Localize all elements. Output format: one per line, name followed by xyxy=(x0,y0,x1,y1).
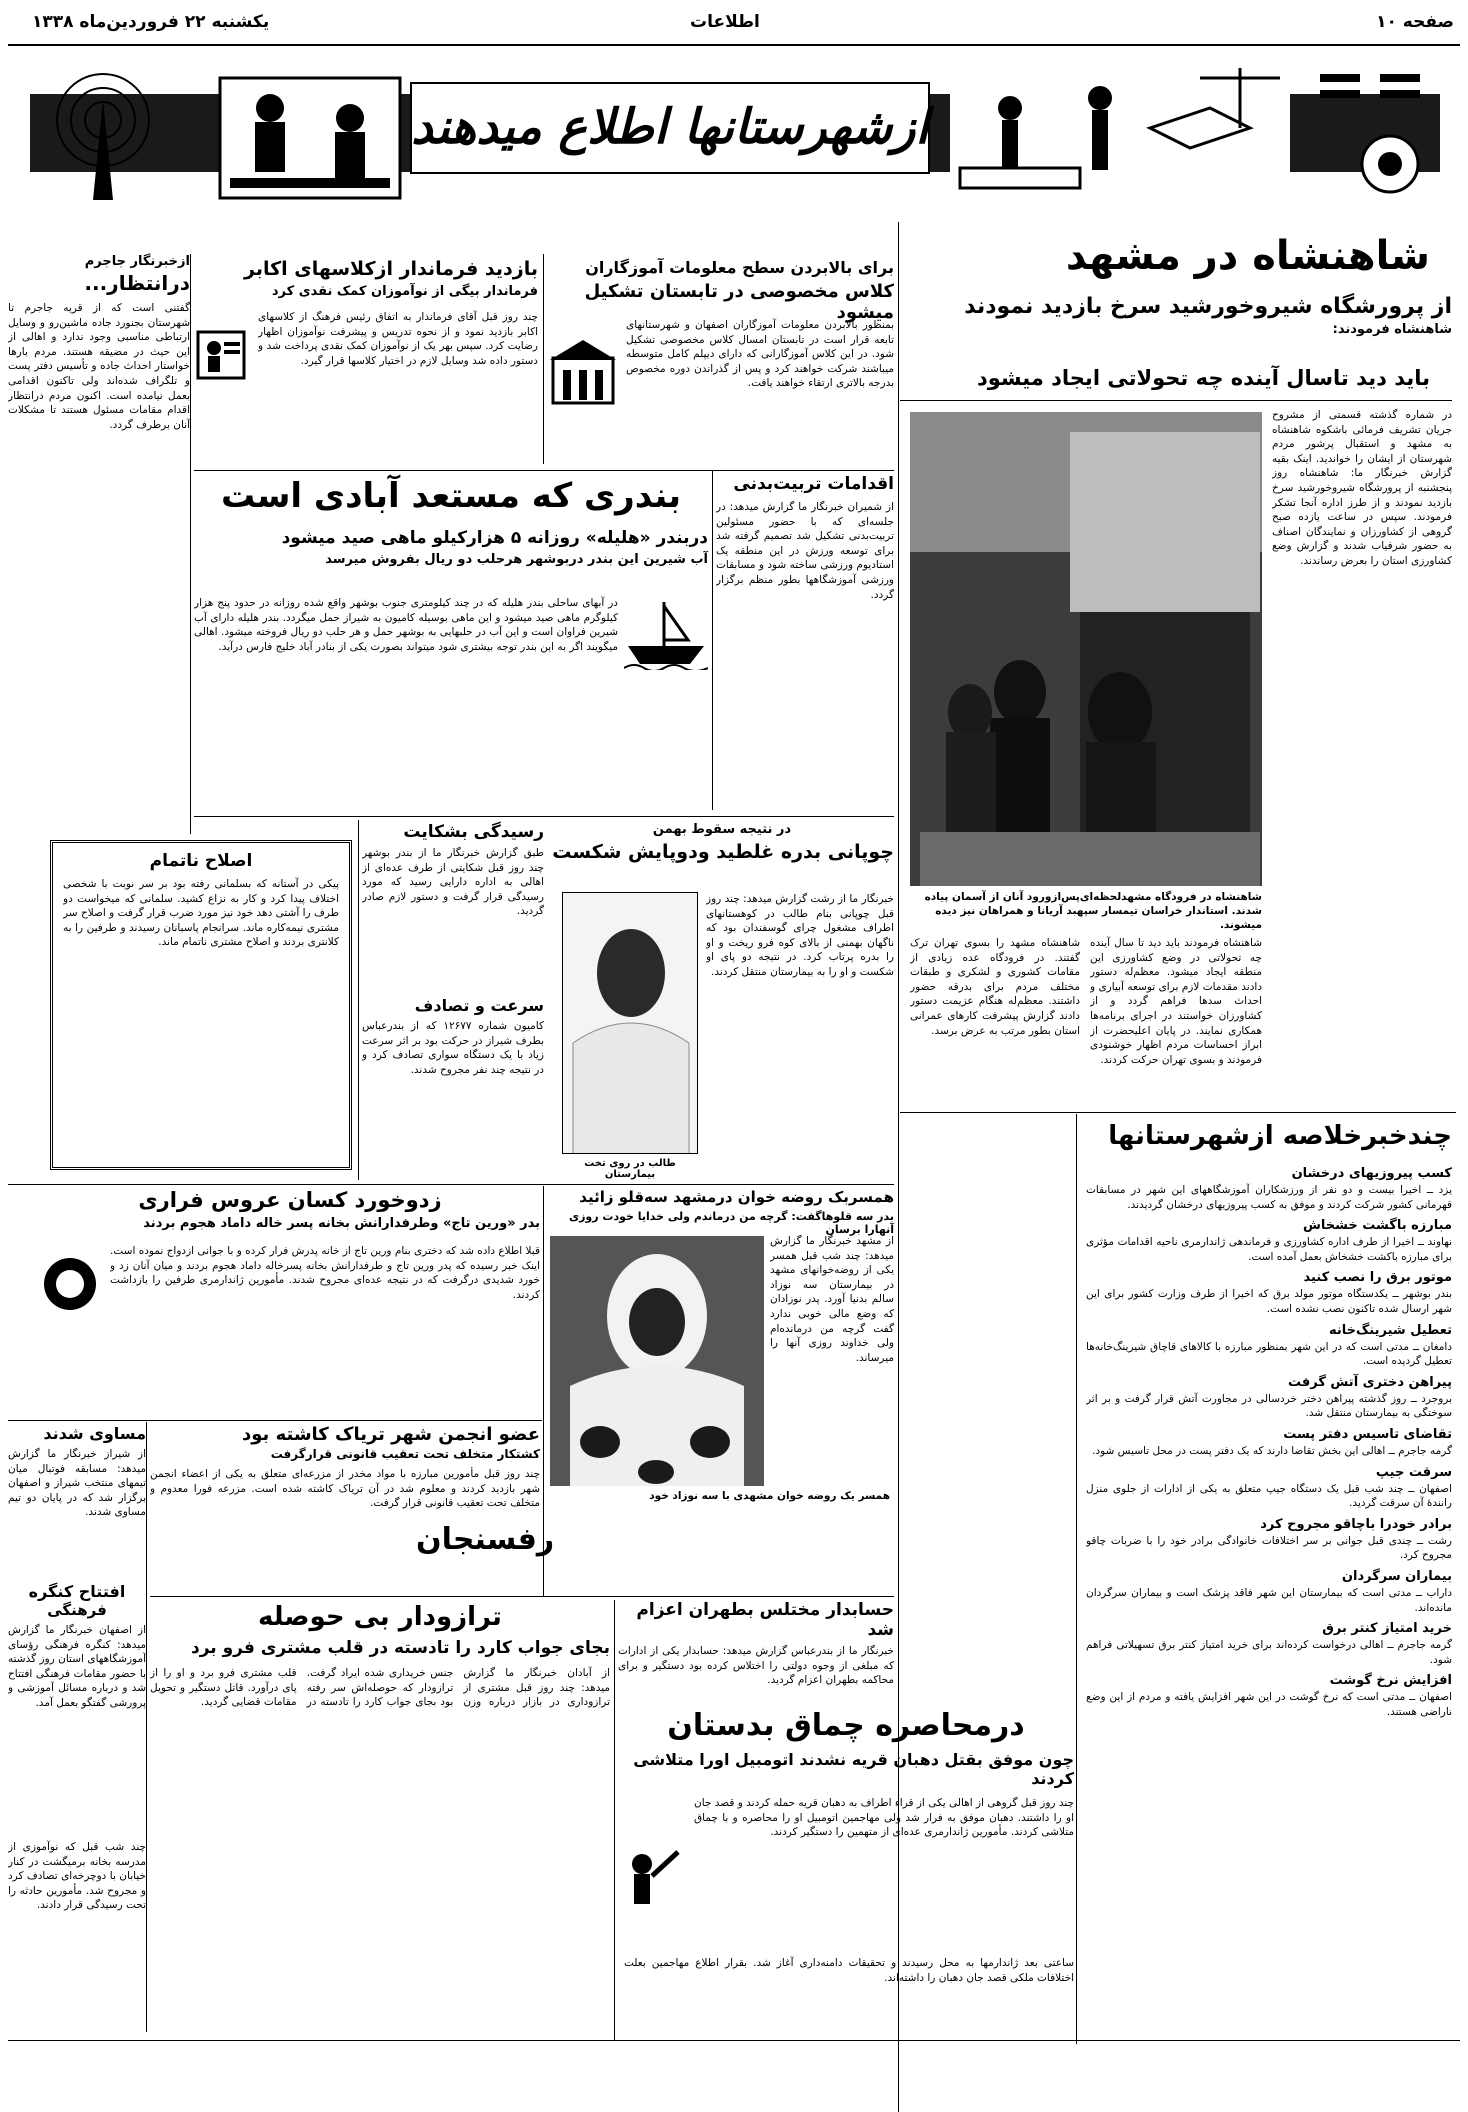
brief-item xyxy=(1086,1569,1452,1615)
accountant-article xyxy=(618,1600,894,1700)
correction-box xyxy=(50,840,352,1170)
brief-text: بندر بوشهر ــ یکدستگاه موتور مولد برق که اخیرا از طرف وزارت کشور برای این شهر ارسال شده تاکنون نصب نشده است. xyxy=(1086,1288,1452,1315)
brief-item xyxy=(1086,1427,1452,1459)
brief-heading: بیماران سرگردان xyxy=(1341,1568,1452,1584)
brief-news xyxy=(1080,1118,1458,2048)
brief-heading: پیراهن دختری آتش گرفت xyxy=(1287,1374,1452,1390)
classroom-icon xyxy=(194,328,248,382)
education-text: از شمیران خبرنگار ما گزارش میدهد: در جلسه‌ای که با حضور مسئولین تربیت‌بدنی تشکیل شد تصمیم گرفته شد برای توسعه ورزش در این منطقه یک استادیوم ورزشی ساخته شود و مسابقات ورزشی آموزشگاهها بطور منظم برگزار گردد. xyxy=(716,501,894,601)
masthead-rule xyxy=(8,44,1460,46)
lead-photo-caption: شاهنشاه در فرودگاه مشهدلحظه‌ای‌پس‌ازورود آنان از آسمان پیاده شدند. استاندار خراسان‌ تیمسار سپهبد آریانا و همراهان نیز دیده میشوند. xyxy=(924,891,1262,931)
banner-title: ازشهرستانها اطلاع میدهند xyxy=(411,99,929,155)
lead-title: شاهنشاه در مشهد xyxy=(1065,233,1430,279)
bride-text: قبلا اطلاع داده شد که دختری بنام ورین تاج از خانه پدرش فرار کرده و با جوانی ازدواج نموده است. اینک خبر رسیده که پدر ورین تاج و طرفدارانش بخانه پسرخاله داماد هجوم بردند و میان آنان زد و خورد شدیدی درگرفت که در نتیجه عده‌ای مجروح شدند. مأمورین ژاندارمری طرفین را بازداشت کردند. xyxy=(110,1245,540,1301)
brief-item xyxy=(1086,1375,1452,1421)
complaint-article xyxy=(362,822,544,1182)
shepherd-caption: طالب در روی تخت بیمارستان xyxy=(584,1158,676,1180)
fishing-boat-icon xyxy=(624,596,708,670)
governor-article xyxy=(194,258,538,468)
congress-title: افتتاح کنگره xyxy=(28,1582,126,1601)
col-rule-8 xyxy=(614,1600,615,2040)
brief-text: دامغان ــ مدتی است که در این شهر بمنظور مبارزه با کالاهای قاچاق شیرینگ‌خانه‌ها تعطیل گردیده است. xyxy=(1086,1340,1452,1368)
lead-rule xyxy=(900,400,1452,401)
jajarm-text: گفتنی است که از قریه جاجرم تا شهرستان بجنورد جاده ماشین‌رو و وسایل ارتباطی مناسبی وجود ندارد و اهالی از این حیث در مضیقه هستند. مردم بارها خواستار احداث جاده و تأسیس دفتر پست و تلگراف شده‌اند ولی تاکنون اقدامی بعمل نیامده است. اکنون مردم درانتظار اقدام مقامات مسئول هستند تا مشکلات آنان برطرف گردد. xyxy=(8,302,190,431)
bride-title: زدوخورد کسان عروس فراری xyxy=(138,1188,442,1212)
brief-text: بروجرد ــ روز گذشته پیراهن دختر خردسالی در مجاورت آتش قرار گرفت و بر اثر سوختگی به بیمارستان منتقل شد. xyxy=(1086,1392,1452,1420)
reporters-illustration xyxy=(950,68,1290,208)
complaint-title: رسیدگی بشکایت xyxy=(403,822,544,842)
date-line: یکشنبه ۲۲ فروردین‌ماه ۱۳۳۸ xyxy=(32,12,270,32)
banner xyxy=(30,58,1440,208)
siege-text: چند روز قبل گروهی از اهالی یکی از قراء اطراف به دهبان قریه حمله کردند و قصد جان او را داشتند. دهبان موفق به فرار شد ولی مهاجمین اتومبیل او را محاصره و با چماق متلاشی کردند. مأمورین ژاندارمری عده‌ای از متهمین را دستگیر کردند. xyxy=(694,1797,1074,1839)
opium-subtitle: کشتکار متخلف تحت تعقیب قانونی قرارگرفت xyxy=(270,1447,540,1461)
shah-departure-text: شاهنشاه مشهد را بسوی تهران ترک گفتند. در فرودگاه عده زیادی از مقامات کشوری و لشکری و طبقات مختلف مردم برای بدرقه حضور داشتند. معظم‌له هنگام عزیمت دستور دادند گزارش پیشرفت کارهای عمرانی استان بطور مرتب به عرض برسد. xyxy=(910,937,1080,1037)
scale-article xyxy=(150,1600,610,2040)
triplets-caption: همسر یک روضه خوان مشهدی با سه نوزاد خود xyxy=(649,1490,890,1502)
brief-item xyxy=(1086,1465,1452,1511)
teachers-title: کلاس مخصوصی در تابستان تشکیل میشود xyxy=(584,281,894,323)
teachers-text: بمنظور بالابردن معلومات آموزگاران اصفهان و شهرستانهای تابعه قرار است در تابستان امسال کلاس مخصوصی تشکیل شود. در این کلاس آموزگارانی که دارای دیپلم کامل متوسطه میباشند شرکت خواهند کرد و پس از گذراندن دوره مخصوص بدرجه بالاتری ارتقاء خواهند یافت. xyxy=(626,319,894,390)
brief-text: رشت ــ چندی قبل جوانی بر سر اختلافات خانوادگی برادر خود را با ضربات چاقو مجروح کرد. xyxy=(1086,1534,1452,1562)
shepherd-kicker: در نتیجه سقوط بهمن xyxy=(652,822,792,837)
equal-text: از شیراز خبرنگار ما گزارش میدهد: مسابقه فوتبال میان تیمهای منتخب شیراز و اصفهان برگزار شد که در پایان دو تیم مساوی شدند. xyxy=(8,1448,146,1519)
brief-text: یزد ــ اخیرا بیست و دو نفر از ورزشکاران آموزشگاههای این شهر در مسابقات قهرمانی کشور شرکت کردند و موفق به کسب پیروزیهای درخشان گردیدند. xyxy=(1086,1184,1452,1211)
brief-item xyxy=(1086,1218,1452,1264)
bride-subtitle: بدر «ورین تاج» وطرفدارانش بخانه پسر خاله داماد هجوم بردند xyxy=(143,1216,540,1231)
col-rule-7 xyxy=(146,1422,147,2032)
complaint-text: طبق گزارش خبرنگار ما از بندر بوشهر چند روز قبل شکایتی از طرف عده‌ای از اهالی به اداره دارایی رسید که مورد رسیدگی قرار گرفت و دستور لازم صادر گردید. xyxy=(362,847,544,918)
brief-item xyxy=(1086,1270,1452,1316)
brief-heading: مبارزه باگشت خشخاش xyxy=(1302,1218,1452,1234)
brief-heading: کسب پیروزیهای درخشان xyxy=(1291,1166,1452,1181)
brief-item xyxy=(1086,1323,1452,1369)
rafsanjan-label: رفسنجان xyxy=(416,1522,555,1557)
brief-item xyxy=(1086,1673,1452,1719)
brief-text: گرمه جاجرم ــ اهالی درخواست کرده‌اند برای خرید امتیاز کنتر برق تسهیلاتی فراهم شود. xyxy=(1086,1639,1452,1666)
shepherd-article xyxy=(550,822,894,1182)
emblem-icon xyxy=(40,1254,100,1314)
siege-subtitle: چون موفق بقتل دهبان قریه نشدند اتومبیل اورا متلاشی کردند xyxy=(633,1750,1074,1788)
brief-text: اصفهان ــ مدتی است که نرخ گوشت در این شهر افزایش یافته و مردم از این وضع ناراضی هستند. xyxy=(1086,1691,1452,1718)
brief-text: اصفهان ــ چند شب قبل یک دستگاه جیپ متعلق به یکی از ادارات از جلوی منزل رانندهٔ آن سرقت گردید. xyxy=(1086,1482,1452,1510)
page-label: صفحه ۱۰ xyxy=(1376,12,1454,32)
speed-text: کامیون شماره ۱۲۶۷۷ که از بندرعباس بطرف شیراز در حرکت بود بر اثر سرعت زیاد با یک دستگاه سواری تصادف کرد و در نتیجه چند نفر مجروح شدند. xyxy=(362,1020,544,1076)
lead-subtitle: از پرورشگاه شیروخورشید سرخ بازدید نمودند xyxy=(964,294,1452,319)
col-rule-4 xyxy=(712,470,713,810)
col-rule-brief xyxy=(1076,1114,1077,2044)
brief-heading: موتور برق را نصب کنید xyxy=(1303,1270,1452,1286)
congress-article xyxy=(8,1582,146,1822)
lead-kicker: شاهنشاه فرمودند: xyxy=(1332,322,1452,337)
club-fight-icon xyxy=(618,1846,682,1910)
brief-text: نهاوند ــ اخیرا از طرف اداره کشاورزی و فرماندهی ژاندارمری ناحیه اقدامات مؤثری برای مبارزه باکشت خشخاش بعمل آمده است. xyxy=(1086,1236,1452,1263)
col-rule-2 xyxy=(543,254,544,464)
lead-col1: در شماره گذشته قسمتی از مشروح جریان تشریف فرمائی باشکوه شاهنشاه به مشهد و استقبال پرشور مردم شهرستان از ایشان را خواندید. اینک بقیه گزارش خبرنگار ما: شاهنشاه روز پنجشنبه از پرورشگاه شیروخورشید سرخ بازدید نمودند و از طرز اداره آنجا تشکر فرمودند. سپس در ساعت یازده صبح گروهی از کشاورزان و نمایندگان اصناف به حضور شرفیاب شدند و گزارش وضع کشاورزی استان را بعرض رساندند. xyxy=(1272,409,1452,567)
lead-photo xyxy=(910,412,1262,886)
shepherd-photo xyxy=(562,892,698,1154)
brief-heading: برادر خودرا باچاقو مجروح کرد xyxy=(1260,1516,1452,1532)
paper-name: اطلاعات xyxy=(690,12,760,32)
brief-item xyxy=(1086,1621,1452,1667)
speed-title: سرعت و تصادف xyxy=(414,996,544,1015)
brief-item xyxy=(1086,1166,1452,1212)
equal-title: مساوی شدند xyxy=(43,1424,146,1443)
brief-rule xyxy=(900,1112,1456,1113)
brief-list xyxy=(1086,1160,1452,2040)
scale-title: ترازودار بی حوصله xyxy=(258,1602,502,1632)
telegraph-icon xyxy=(1310,64,1435,204)
congress-subtitle: فرهنگی xyxy=(47,1601,107,1619)
accountant-title: حسابدار مختلس بطهران اعزام شد xyxy=(636,1600,894,1640)
accountant-text: خبرنگار ما از بندرعباس گزارش میدهد: حسابدار یکی از ادارات که مبلغی از وجوه دولتی را اختلاس کرده بود دستگیر و برای محاکمه بطهران اعزام گردید. xyxy=(618,1645,894,1687)
triplets-photo xyxy=(550,1236,764,1486)
bottom-rule xyxy=(8,2040,1460,2041)
jajarm-reporter: ازخبرنگار جاجرم xyxy=(84,254,190,269)
shepherd-title: چوپانی بدره غلطید ودوپایش شکست xyxy=(552,841,894,863)
school-building-icon xyxy=(548,338,618,408)
scale-subtitle: بجای جواب کارد را تادسته در قلب مشتری فرو برد xyxy=(191,1638,610,1658)
brief-heading: خرید امتیاز کنتر برق xyxy=(1322,1621,1452,1637)
teachers-kicker: برای بالابردن سطح معلومات آموزگاران xyxy=(585,258,894,277)
scale-text: از آبادان خبرنگار ما گزارش میدهد: چند روز قبل مشتری از ترازوداری در بازار درباره وزن جنس خریداری شده ایراد گرفت. ترازودار که حوصله‌اش سر رفته بود بجای جواب کارد را تادسته در قلب مشتری فرو برد و او را از پای درآورد. قاتل دستگیر و تحویل مقامات قضایی گردید. xyxy=(150,1667,610,1709)
brief-heading: سرقت جیپ xyxy=(1375,1464,1452,1480)
lead-col2: شاهنشاه فرمودند باید دید تا سال آینده چه تحولاتی در وضع کشاورزی این منطقه ایجاد میشود. معظم‌له دستور دادند مقدمات لازم برای توسعه آبیاری و احداث سدها فراهم گردد و از کشاورزان خواستند در اجرای برنامه‌ها همکاری نمایند. در پایان اعلیحضرت از ابراز احساسات مردم اظهار خوشنودی فرمودند و بسوی تهران حرکت کردند. xyxy=(1090,937,1262,1066)
siege-text-2: ساعتی بعد ژاندارمها به محل رسیدند و تحقیقات دامنه‌داری آغاز شد. بقرار اطلاع مهاجمین بعلت اختلافات ملکی قصد جان دهبان را داشته‌اند. xyxy=(624,1957,1074,1984)
bride-article xyxy=(40,1188,540,1418)
governor-title: بازدید فرماندار ازکلاسهای اکابر xyxy=(244,258,538,280)
port-text: در آبهای ساحلی بندر هلیله که در چند کیلومتری جنوب بوشهر واقع شده روزانه در حدود پنج هزار کیلوگرم ماهی صید میشود و این ماهی بوسیله کامیون به شیراز حمل میگردد. بندر هلیله دارای آب شیرین فراوان است و این آب در حلبهایی به بوشهر حمل و هر حلب دو ریال فروخته میشود. اهالی میگویند اگر به این بندر توجه بیشتری شود میتواند بصورت یکی از بنادر آباد خلیج فارس درآید. xyxy=(194,597,618,653)
masthead xyxy=(0,0,1468,46)
mid-rule-3 xyxy=(8,1184,894,1185)
port-article xyxy=(194,474,708,804)
opium-text: چند روز قبل مأمورین مبارزه با مواد مخدر از مزرعه‌ای متعلق به یکی از اعضاء انجمن شهر بازدید کردند و معلوم شد در آن تریاک کاشته شده است. مزرعه فورا معدوم و متخلف تحت تعقیب قانونی قرار گرفت. xyxy=(150,1468,540,1510)
mid-rule-5 xyxy=(150,1596,894,1597)
radio-tower-icon xyxy=(38,60,168,200)
governor-text: چند روز قبل آقای فرماندار به اتفاق رئیس فرهنگ از کلاسهای اکابر بازدید نمود و از نحوه تدریس و پیشرفت نوآموزان اظهار رضایت کرد. سپس بهر یک از نوآموزان کمک نقدی پرداخت شد و دستور داده شد وسایل لازم در اختیار کلاسها قرار گیرد. xyxy=(258,311,538,367)
telephone-operators-illustration xyxy=(210,58,410,208)
mid-rule-4 xyxy=(8,1420,542,1421)
jajarm-title: درانتظار... xyxy=(84,271,190,295)
brief-text: گرمه جاجرم ــ اهالی این بخش تقاضا دارند که یک دفتر پست در محل تاسیس شود. xyxy=(1092,1444,1452,1457)
brief-text: داراب ــ مدتی است که بیمارستان این شهر فاقد پزشک است و بیماران سرگردان مانده‌اند. xyxy=(1086,1586,1452,1614)
brief-heading: تعطیل شیرینگ‌خانه xyxy=(1328,1322,1452,1338)
triplets-subtitle: بدر سه قلوهاگفت: گرچه من درماندم ولی خدایا خودت روزی آنهارا برسان xyxy=(568,1210,894,1236)
correction-title: اصلاح ناتمام xyxy=(149,851,253,871)
port-title: بندری که مستعد آبادی است xyxy=(221,476,681,516)
jajarm-article xyxy=(8,254,190,834)
opium-title: عضو انجمن شهر تریاک کاشته بود xyxy=(242,1424,540,1445)
siege-article xyxy=(618,1706,1074,2042)
triplets-text: از مشهد خبرنگار ما گزارش میدهد: چند شب قبل همسر یکی از روضه‌خوانهای مشهد در بیمارستان سه نوزاد سالم بدنیا آورد. پدر نوزادان که وضع مالی خوبی ندارد گفت گرچه من درمانده‌ام ولی خداوند روزی آنها را میرساند. xyxy=(770,1235,894,1364)
col-rule-3 xyxy=(190,254,191,834)
congress-text: از اصفهان خبرنگار ما گزارش میدهد: کنگره فرهنگی رؤسای آموزشگاههای استان روز گذشته با حضور مقامات فرهنگی افتتاح شد و درباره مسائل آموزشی و پرورشی گفتگو بعمل آمد. xyxy=(8,1624,146,1709)
shepherd-text: خبرنگار ما از رشت گزارش میدهد: چند روز قبل چوپانی بنام طالب در کوهستانهای اطراف مشغول چرای گوسفندان بود که ناگهان بهمنی از بالای کوه فرو ریخت و او را بدره پرتاب کرد. در نتیجه دو پای او شکست و او را به بیمارستان منتقل کردند. xyxy=(706,893,894,978)
port-subtitle: دربندر «هلیله» روزانه ۵ هزارکیلو ماهی صید میشود xyxy=(281,528,708,548)
brief-heading: افزایش نرخ گوشت xyxy=(1329,1673,1452,1689)
mid-rule-1 xyxy=(194,470,894,471)
brief-item xyxy=(1086,1517,1452,1563)
col-rule-5 xyxy=(358,820,359,1180)
triplets-title: همسربک روضه خوان درمشهد سه‌قلو زائید xyxy=(579,1188,894,1206)
governor-subtitle: فرماندار بیگی از نوآموزان کمک نقدی کرد xyxy=(271,284,538,299)
port-deck: آب شیرین این بندر دربوشهر هرحلب دو ریال بفروش میرسد xyxy=(325,552,708,567)
lead-deck: باید دید تاسال آینده چه تحولاتی ایجاد میشود xyxy=(976,366,1430,390)
siege-title: درمحاصره چماق بدستان xyxy=(667,1708,1025,1743)
brief-title: چندخبرخلاصه ازشهرستانها xyxy=(1108,1121,1452,1151)
schoolboy-text: چند شب قبل که نوآموزی از مدرسه بخانه برمیگشت در کنار خیابان با دوچرخه‌ای تصادف کرد و مجروح شد. مأمورین حادثه را تحت رسیدگی قرار دادند. xyxy=(8,1841,146,1912)
teachers-article xyxy=(548,258,894,468)
equal-article xyxy=(8,1424,146,1574)
brief-heading: تقاضای تاسیس دفتر پست xyxy=(1283,1426,1452,1442)
education-title: اقدامات تربیت‌بدنی xyxy=(733,474,894,494)
mid-rule-2 xyxy=(194,816,894,817)
education-article xyxy=(716,474,894,814)
correction-text: پیکی در آستانه که بسلمانی رفته بود بر سر نوبت با شخصی اختلاف پیدا کرد و کار به نزاع کشید. سلمانی که میخواست دو طرف را آشتی دهد خود نیز مورد ضرب قرار گرفت و اصلاح سر مشتری نیمه‌کاره ماند. سرانجام پاسبانان رسیدند و طرفین را به کلانتری بردند و اصلاح مشتری ناتمام ماند. xyxy=(63,878,339,949)
